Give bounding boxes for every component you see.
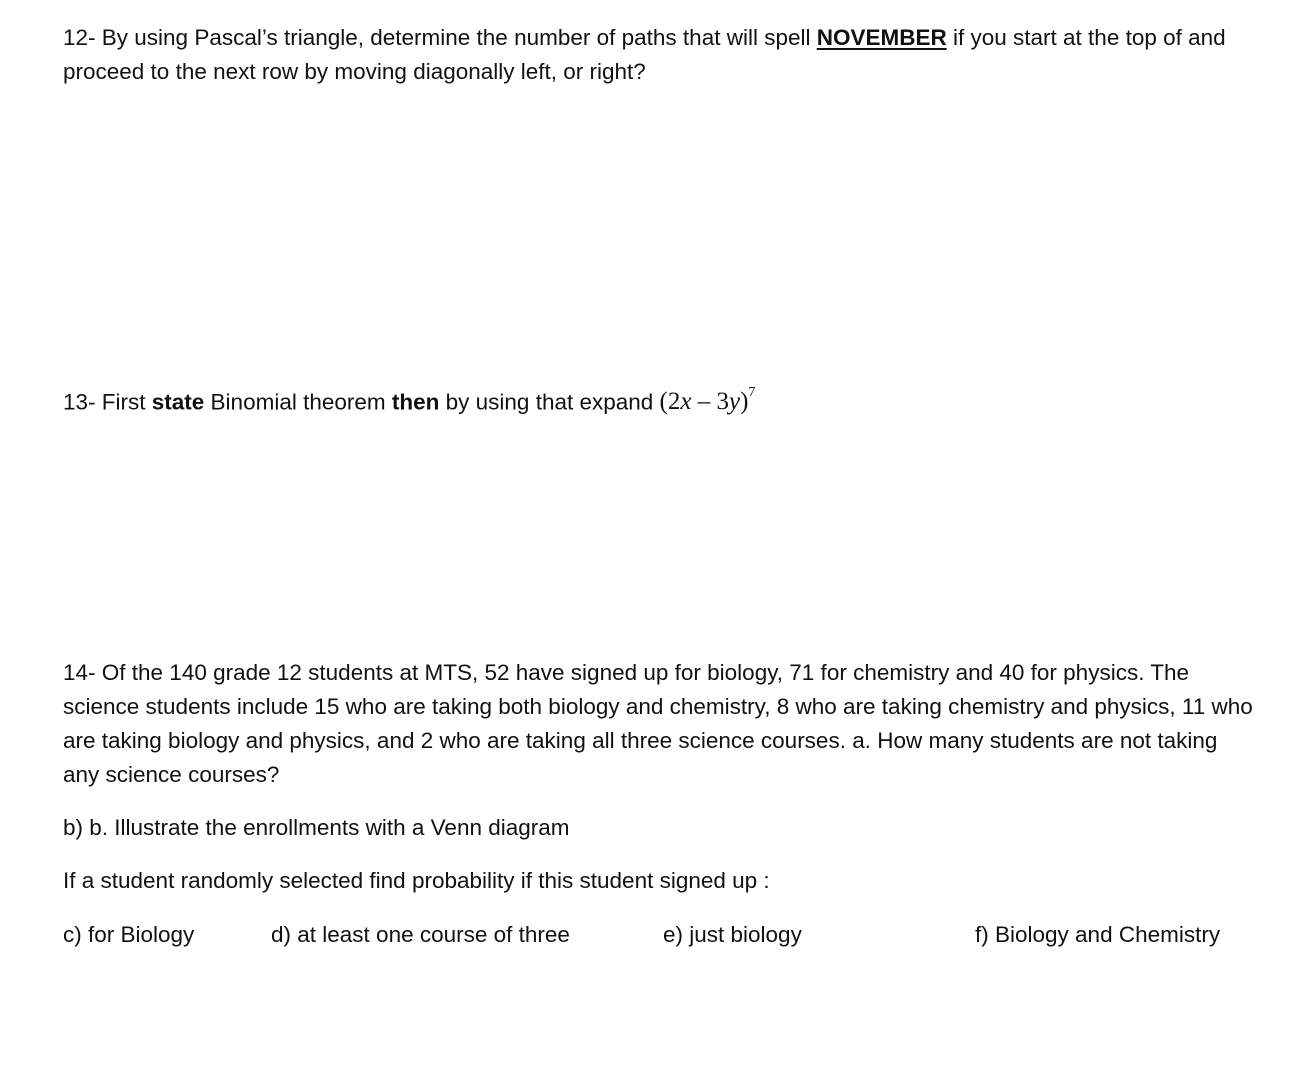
question-13	[63, 380, 1253, 419]
option-f: f) Biology and Chemistry	[975, 922, 1221, 947]
expression-minus: – 3	[691, 388, 729, 416]
question-12-keyword: NOVEMBER	[816, 25, 947, 50]
expression-exponent: 7	[748, 385, 756, 400]
expression-variable-x: x	[680, 388, 692, 416]
expression-variable-y: y	[728, 388, 741, 416]
expression-open: (2	[659, 388, 681, 416]
question-13-bold-state: state	[151, 389, 205, 415]
question-13-text-2: Binomial theorem	[204, 389, 392, 415]
question-14-part-b: b) b. Illustrate the enrollments with a Venn diagram	[63, 815, 570, 840]
option-e: e) just biology	[663, 922, 802, 947]
option-c: c) for Biology	[63, 922, 195, 947]
question-13-text-3: by using that expand	[439, 389, 660, 415]
binomial-expression	[659, 385, 756, 416]
option-d: d) at least one course of three	[271, 922, 570, 947]
question-12	[63, 21, 1253, 89]
probability-intro: If a student randomly selected find probability if this student signed up :	[63, 868, 770, 893]
question-13-text-1: 13- First	[63, 389, 152, 415]
probability-options	[63, 918, 1253, 952]
question-14: 14- Of the 140 grade 12 students at MTS, 52 have signed up for biology, 71 for chemistry and 40 for physics. The science students include 15 who are taking both biology and chemistry, 8 who are taking chemistry and physics, 11 who are taking biology and physics, and 2 who are taking all three science courses. a. How many students are not taking any science courses?	[63, 660, 1253, 787]
expression-close: )	[740, 388, 749, 416]
question-12-text-start: 12- By using Pascal’s triangle, determine the number of paths that will spell	[63, 25, 817, 50]
question-12-text-end: if you start at the top of and proceed to the next row by moving diagonally left, or right?	[63, 25, 1226, 84]
question-13-bold-then: then	[391, 389, 440, 415]
